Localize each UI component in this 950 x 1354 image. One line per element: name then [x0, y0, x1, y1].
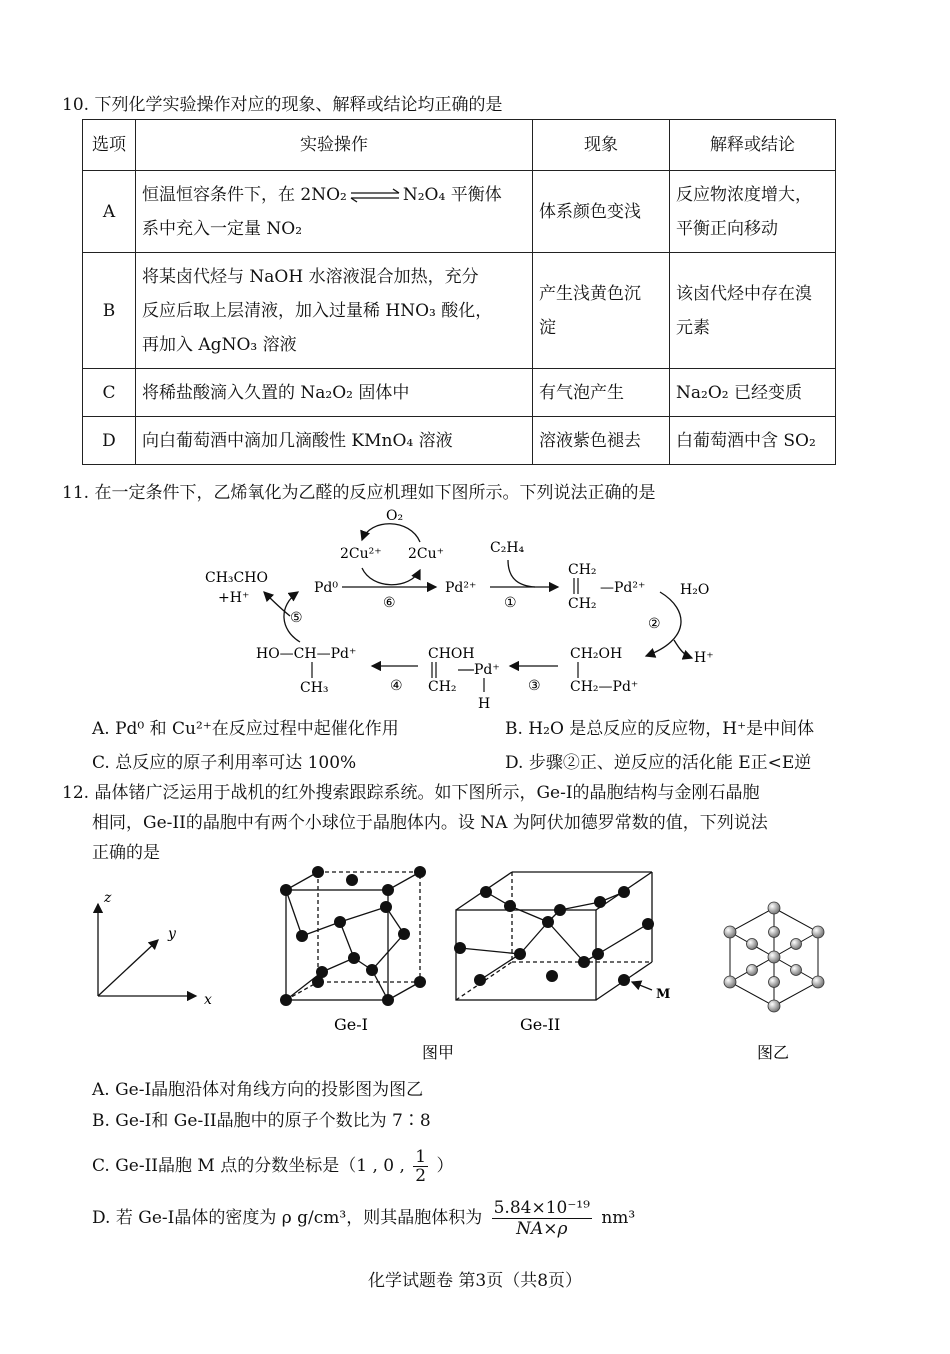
row-phenomenon: 有气泡产生 — [533, 369, 670, 417]
cu2-label: 2Cu²⁺ — [340, 546, 382, 562]
pd2-complex-label: —Pd²⁺ — [600, 580, 646, 596]
ch2-top-label: CH₂ — [568, 562, 597, 578]
q12-option-d — [92, 1198, 635, 1239]
row-conclusion — [670, 171, 836, 253]
reaction-mechanism-diagram — [0, 500, 950, 712]
op-text: 反应后取上层清液，加入过量稀 HNO₃ 酸化， — [142, 300, 493, 321]
row-option: D — [83, 417, 136, 465]
ho-ch-pd-label: HO—CH—Pd⁺ — [256, 646, 357, 662]
option-c-text: ） — [436, 1156, 454, 1176]
conc-text: 反应物浓度增大， — [676, 184, 812, 205]
cu1-label: 2Cu⁺ — [408, 546, 445, 562]
option-d-text: D. 若 Ge-I晶体的密度为 ρ g/cm³，则其晶胞体积为 — [92, 1208, 483, 1228]
phen-text: 产生浅黄色沉 — [539, 283, 641, 304]
row-conclusion: 白葡萄酒中含 SO₂ — [670, 417, 836, 465]
op-text: 再加入 AgNO₃ 溶液 — [142, 334, 297, 355]
h2o-label: H₂O — [680, 582, 710, 598]
fraction-numerator: 5.84×10⁻¹⁹ — [493, 1198, 590, 1218]
axis-z-label: z — [104, 890, 112, 906]
row-option: C — [83, 369, 136, 417]
conc-text: 该卤代烃中存在溴 — [676, 283, 812, 304]
op-text: 将某卤代烃与 NaOH 水溶液混合加热，充分 — [142, 266, 479, 287]
row-operation — [136, 253, 533, 369]
header-conclusion: 解释或结论 — [670, 120, 836, 171]
row-conclusion — [670, 253, 836, 369]
fraction — [413, 1148, 428, 1185]
q10-table — [82, 119, 836, 465]
q11-option-a: A. Pd⁰ 和 Cu²⁺在反应过程中起催化作用 — [92, 719, 399, 739]
axis-y-label: y — [168, 926, 176, 942]
op-text: 系中充入一定量 NO₂ — [142, 218, 303, 239]
ch2-chain-label: CH₂ — [428, 679, 457, 695]
row-operation: 将稀盐酸滴入久置的 Na₂O₂ 固体中 — [136, 369, 533, 417]
o2-label: O₂ — [386, 508, 404, 524]
row-phenomenon — [533, 253, 670, 369]
op-text: 恒温恒容条件下，在 2NO₂ — [142, 184, 347, 205]
m-pointer-arrow — [632, 982, 652, 990]
table-row — [83, 369, 836, 417]
ch2-bottom-label: CH₂ — [568, 596, 597, 612]
h-label: H — [478, 696, 491, 712]
cu-cycle-arrow — [362, 568, 420, 585]
ch3cho-label: CH₃CHO — [205, 570, 268, 586]
q12-title-line3: 正确的是 — [92, 843, 160, 863]
conc-text: 平衡正向移动 — [676, 218, 778, 239]
q12-option-a: A. Ge-I晶胞沿体对角线方向的投影图为图乙 — [92, 1080, 424, 1100]
option-c-text: C. Ge-II晶胞 M 点的分数坐标是（1 , 0 , — [92, 1156, 405, 1176]
axis-x-label: x — [204, 992, 212, 1008]
table-row — [83, 253, 836, 369]
fraction-numerator: 1 — [415, 1147, 427, 1167]
header-operation: 实验操作 — [136, 120, 533, 171]
ch3-label: CH₃ — [300, 680, 329, 696]
crystal-figures — [0, 862, 950, 1062]
ch3cho-arrow — [264, 592, 290, 616]
ge2-atoms — [454, 886, 654, 986]
header-phenomenon: 现象 — [533, 120, 670, 171]
row-option: B — [83, 253, 136, 369]
ch2oh-label: CH₂OH — [570, 646, 623, 662]
table-row — [83, 171, 836, 253]
table-header-row — [83, 120, 836, 171]
q12-title-line2: 相同，Ge-II的晶胞中有两个小球位于晶胞体内。设 NA 为阿伏加德罗常数的值，下列说法 — [92, 813, 768, 833]
step6-label: ⑥ — [383, 595, 396, 611]
q10-title: 10. 下列化学实验操作对应的现象、解释或结论均正确的是 — [62, 95, 503, 115]
table-row — [83, 417, 836, 465]
m-label: M — [656, 987, 671, 1002]
row-operation: 向白葡萄酒中滴加几滴酸性 KMnO₄ 溶液 — [136, 417, 533, 465]
header-option: 选项 — [83, 120, 136, 171]
row-phenomenon: 体系颜色变浅 — [533, 171, 670, 253]
step1-label: ① — [504, 595, 517, 611]
step3-label: ③ — [528, 678, 541, 694]
q11-option-d: D. 步骤②正、逆反应的活化能 E正<E逆 — [505, 753, 812, 773]
ge2-label: Ge-II — [520, 1015, 561, 1034]
conc-text: 元素 — [676, 317, 710, 338]
fraction — [492, 1198, 592, 1239]
hplus-label: H⁺ — [694, 650, 714, 666]
fraction-denominator: 2 — [415, 1166, 427, 1186]
q11-option-c: C. 总反应的原子利用率可达 100% — [92, 753, 357, 773]
hplus-arrow — [674, 640, 692, 658]
cu-cycle-arrow — [362, 524, 420, 542]
fraction-denominator: NA×ρ — [516, 1219, 568, 1239]
fig-b-label: 图乙 — [757, 1043, 790, 1062]
fig-a-label: 图甲 — [422, 1043, 455, 1062]
option-d-text: nm³ — [601, 1208, 636, 1228]
q11-title: 11. 在一定条件下，乙烯氧化为乙醛的反应机理如下图所示。下列说法正确的是 — [62, 483, 656, 503]
row-option: A — [83, 171, 136, 253]
row-phenomenon: 溶液紫色褪去 — [533, 417, 670, 465]
q12-option-c — [92, 1148, 454, 1185]
equilibrium-arrow-icon — [349, 188, 401, 202]
choh-label: CHOH — [428, 646, 475, 662]
hplus2-label: +H⁺ — [218, 590, 250, 606]
q12-title-line1: 12. 晶体锗广泛运用于战机的红外搜索跟踪系统。如下图所示，Ge-I的晶胞结构与金刚石晶胞 — [62, 783, 760, 803]
c2h4-label: C₂H₄ — [490, 540, 525, 556]
pd2-label: Pd²⁺ — [445, 580, 477, 596]
row-conclusion: Na₂O₂ 已经变质 — [670, 369, 836, 417]
step4-label: ④ — [390, 678, 403, 694]
ge1-atoms — [280, 866, 426, 1006]
ge1-label: Ge-I — [334, 1015, 368, 1034]
page-footer: 化学试题卷 第3页（共8页） — [367, 1271, 583, 1291]
step5-label: ⑤ — [290, 610, 303, 626]
step2-label: ② — [648, 616, 661, 632]
phen-text: 淀 — [539, 317, 556, 338]
q11-option-b: B. H₂O 是总反应的反应物，H⁺是中间体 — [505, 719, 815, 739]
c2h4-arrow — [508, 560, 535, 587]
op-text: N₂O₄ 平衡体 — [402, 184, 502, 205]
pdplus-label: Pd⁺ — [474, 662, 500, 678]
q12-option-b: B. Ge-I和 Ge-II晶胞中的原子个数比为 7∶8 — [92, 1111, 431, 1131]
pd0-label: Pd⁰ — [314, 580, 338, 596]
ch2pd-label: CH₂—Pd⁺ — [570, 679, 639, 695]
row-operation — [136, 171, 533, 253]
axis-system — [98, 890, 212, 1008]
